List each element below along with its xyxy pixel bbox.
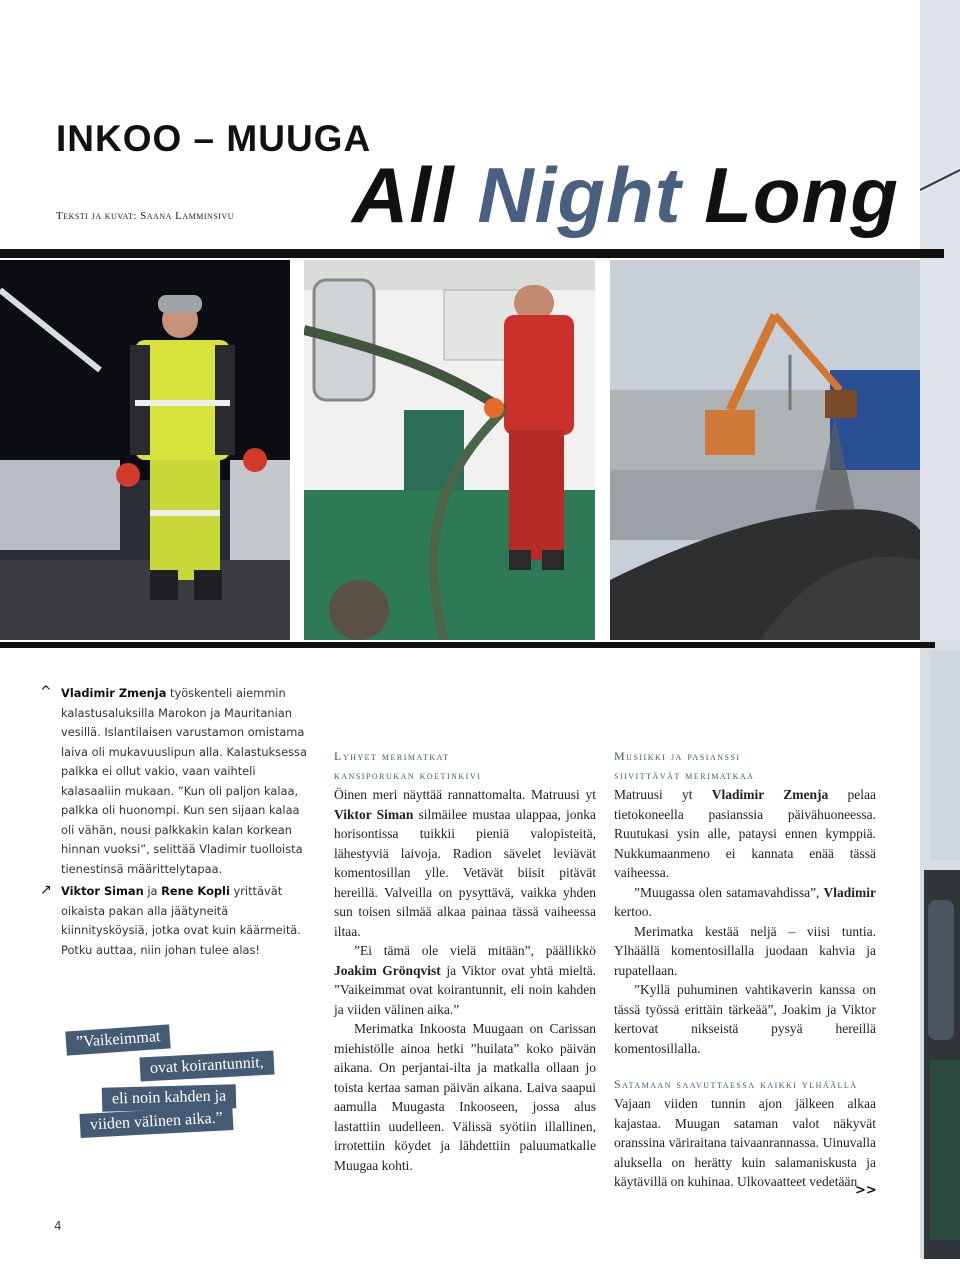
title-word-night: Night [477,151,682,239]
photo-harbour-excavator [610,260,920,640]
caption-conjunction: ja [147,884,158,898]
continue-mark: >> [855,1183,877,1198]
paragraph: Matruusi yt Vladimir Zmenja pelaa tietokoneella pasianssia päivähuoneessa. Ruutukasi ysin alle, pataysi ennen kymppiä. Nukkumaanmeno ei kannata enää tässä vaiheessa. [614,787,877,880]
byline: Teksti ja kuvat: Saana Lamminsivu [56,210,234,222]
subheading: kansiporukan koetinkivi [334,768,482,782]
caption-arrow-up-right-icon: ↗ [40,882,52,898]
right-edge-photo-strip [920,0,960,1259]
paragraph: ”Muugassa olen satamavahdissa”, Vladimir kertoo. [614,884,876,919]
paragraph: Öinen meri näyttää rannattomalta. Matruusi yt Viktor Siman silmäilee mustaa ulappaa, jonka horisontissa tuikkii pieniä valopisteitä, lähestyviä laivoja. Radion sävelet leviävät komentosillan ylle. Vetävät biisit pitävät hereillä. Valveilla on pysyttävä, vaikka yhden sun toisen silmää alkaa painaa tässä vaiheessa iltaa. [334,787,597,939]
subheading: Lyhyet merimatkat [334,749,450,763]
pullquote-line-2: ovat koirantunnit, [139,1051,274,1082]
subheading: Musiikki ja pasianssi [614,749,741,763]
caption-vladimir [61,684,307,879]
article-column-1 [334,747,596,1175]
subheading: siivittävät merimatkaa [614,768,755,782]
photo-viktor-with-rope [304,260,595,640]
caption-name: Viktor Siman [61,884,144,898]
article-title [352,150,899,241]
pullquote-line-4: viiden välinen aika.” [79,1106,233,1138]
photo-rule [0,642,935,648]
header-rule [0,249,944,258]
page-number: 4 [54,1219,62,1233]
pullquote-line-1: ”Vaikeimmat [65,1024,171,1055]
caption-text: työskenteli aiemmin kalastusaluksilla Marokon ja Mauritanian vesillä. Islantilaisen varustamon omistama laiva oli mukavuuslipun alla. Kalastuksessa palkka ei ollut vakio, vaan vaihteli kalasaaliin mukaan. ”Kun oli paljon kalaa, palkka oli huonompi. Kun sen sijaan kalaa oli vähän, nousi palkkakin kalan korkean hinnan vuoksi”, selittää Vladimir tuolloista tienestinsä määrittelytapaa. [61,686,307,876]
subheading: Satamaan saavuttaessa kaikki ylhäällä [614,1077,858,1091]
paragraph: Vajaan viiden tunnin ajon jälkeen alkaa kajastaa. Muugan sataman valot näkyvät oranssina väriraitana taivaanrannassa. Uinuvalla aluksella on herätty kuin salamaniskusta ja käytävillä on kuhinaa. Ulkovaatteet vedetään [614,1096,876,1189]
pullquote-line-3: eli noin kahden ja [102,1084,237,1112]
section-kicker: INKOO – MUUGA [56,118,372,159]
paragraph: Merimatka kestää neljä – viisi tuntia. Ylhäällä komentosillalla juodaan kahvia ja rupatellaan. [614,923,876,978]
paragraph: ”Ei tämä ole vielä mitään”, päällikkö Joakim Grönqvist ja Viktor ovat yhtä mieltä. ”Vaikeimmat ovat koirantunnit, eli noin kahden ja viiden välinen aika.” [334,943,596,1017]
caption-name: Vladimir Zmenja [61,686,167,700]
paragraph: ”Kyllä puhuminen vahtikaverin kanssa on tässä työssä erittäin tärkeää”, Joakim ja Viktor kertovat nikseistä pysyä hereillä komentosillalla. [614,982,876,1056]
paragraph: Merimatka Inkoosta Muugaan on Carissan miehistölle ainoa hetki ”huilata” koko päivän aikana. On perjantai-ilta ja matkalla ollaan jo toista kertaa saman päivän aikana. Laiva saapui aamulla Muugasta Inkooseen, jossa alus lastattiin uudelleen. Välissä syötiin illallinen, irrotettiin köydet ja lähdettiin paluumatkalle Muugaa kohti. [334,1021,596,1173]
caption-name: Rene Kopli [161,884,230,898]
title-word-long: Long [704,151,899,239]
title-word-all: All [352,151,455,239]
caption-arrow-up-icon: ^ [40,684,52,700]
caption-text: yrittävät oikaista pakan alla jäätyneitä kiinnitysköysiä, jotka ovat kuin käärmeitä. Potku auttaa, niin johan tulee alas! [61,884,301,957]
article-column-2 [614,747,876,1192]
photo-vladimir-on-deck [0,260,290,640]
caption-viktor-rene [61,882,307,960]
